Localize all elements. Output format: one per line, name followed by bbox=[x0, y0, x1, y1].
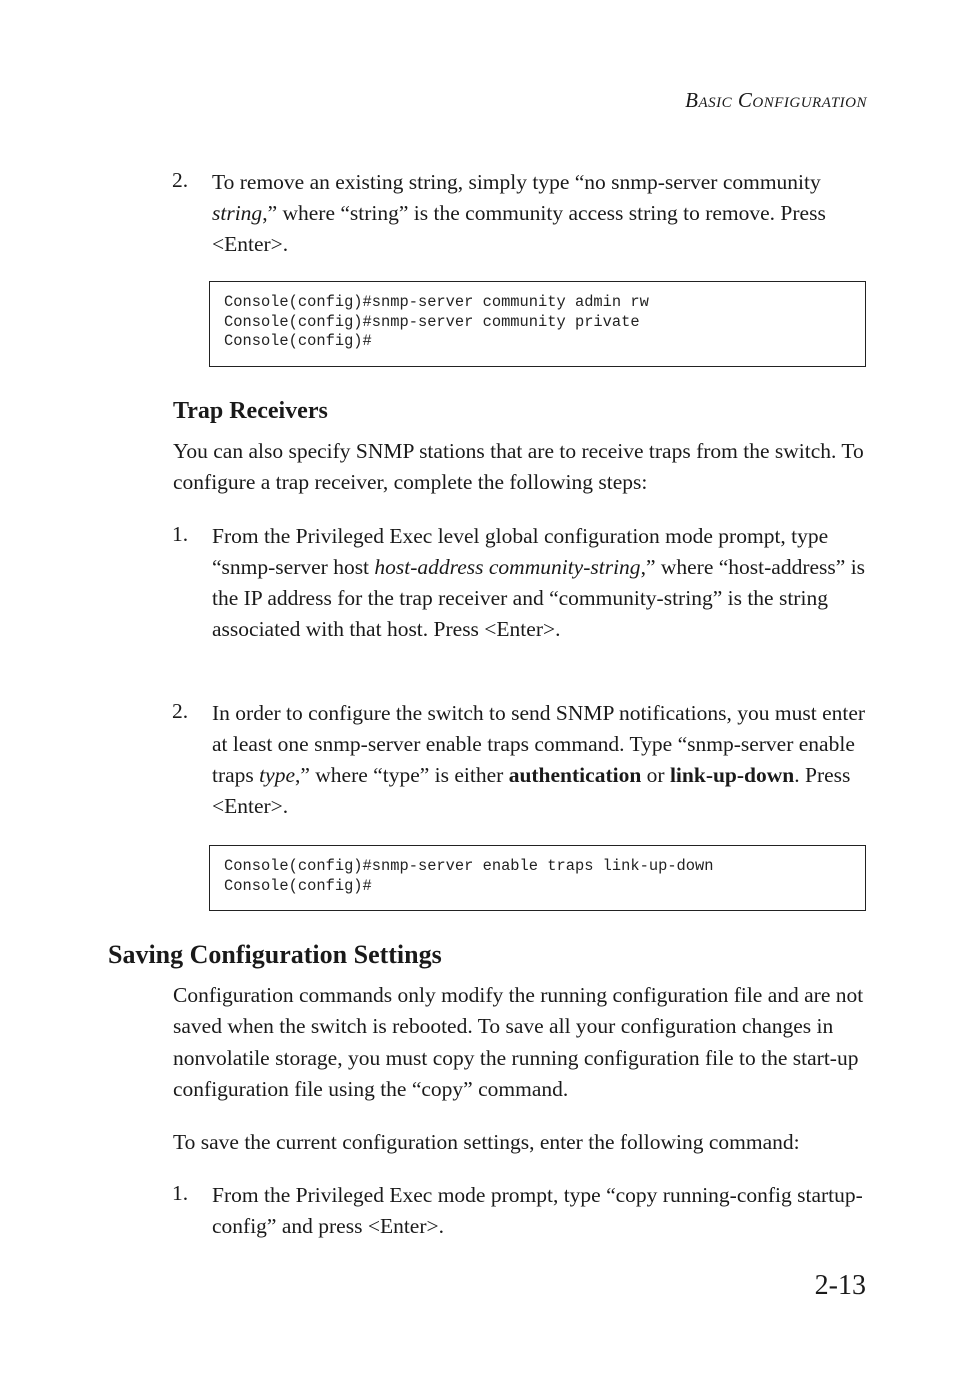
saving-paragraph: Configuration commands only modify the running configuration file and are not saved when the switch is rebooted. To save all your configuration changes in nonvolatile storage, you must copy the running configuration file to the start-up configuration file using the “copy” command. bbox=[173, 983, 864, 1101]
step-text bbox=[212, 521, 872, 645]
step-text bbox=[212, 698, 872, 822]
step-text-italic: string bbox=[212, 201, 263, 225]
code-line: Console(config)#snmp-server enable traps link-up-down bbox=[224, 857, 714, 875]
step-number: 1. bbox=[172, 1181, 189, 1205]
step-number: 1. bbox=[172, 522, 189, 546]
trap-intro-paragraph: You can also specify SNMP stations that are to receive traps from the switch. To configure a trap receiver, complete the following steps: bbox=[173, 439, 864, 495]
code-block bbox=[209, 845, 866, 911]
step-number: 2. bbox=[172, 699, 189, 723]
code-line: Console(config)#snmp-server community admin rw bbox=[224, 293, 649, 311]
step-number: 2. bbox=[172, 168, 189, 192]
step-text-italic: type bbox=[259, 763, 295, 787]
section-heading-saving-configuration: Saving Configuration Settings bbox=[108, 940, 442, 969]
step-text-part: From the Privileged Exec level global configuration mode prompt, type “snmp-server host bbox=[212, 524, 829, 579]
step-text: From the Privileged Exec mode prompt, type “copy running-config startup-config” and press <Enter>. bbox=[212, 1183, 863, 1238]
step-text-bold: authentication bbox=[508, 763, 642, 787]
step-text-bold: link-up-down bbox=[669, 763, 795, 787]
code-block bbox=[209, 281, 866, 367]
running-header: Basic Configuration bbox=[685, 88, 867, 112]
step-text-part: ,” where “host-address” is the IP address for the trap receiver and “community-string” is the string associated with that host. Press <Enter>. bbox=[212, 555, 866, 641]
page-number: 2-13 bbox=[814, 1270, 866, 1301]
step-text-part: ,” where “string” is the community access string to remove. Press <Enter>. bbox=[212, 201, 826, 256]
step-text-part: To remove an existing string, simply type “no snmp-server community bbox=[212, 170, 821, 194]
step-text-part: In order to configure the switch to send SNMP notifications, you must enter at least one snmp-server enable traps command. Type “snmp-server enable traps bbox=[212, 701, 866, 787]
step-text-part: or bbox=[641, 763, 670, 787]
step-text-italic: host-address community-string bbox=[374, 555, 641, 579]
code-line: Console(config)# bbox=[224, 876, 372, 895]
step-text-part: . Press <Enter>. bbox=[212, 763, 851, 818]
code-line: Console(config)#snmp-server community private bbox=[224, 312, 640, 331]
step-text-part: ,” where “type” is either bbox=[294, 763, 509, 787]
code-line: Console(config)# bbox=[224, 332, 372, 350]
saving-paragraph: To save the current configuration settings, enter the following command: bbox=[173, 1130, 800, 1154]
step-text bbox=[212, 167, 872, 260]
section-heading-trap-receivers: Trap Receivers bbox=[173, 398, 328, 424]
